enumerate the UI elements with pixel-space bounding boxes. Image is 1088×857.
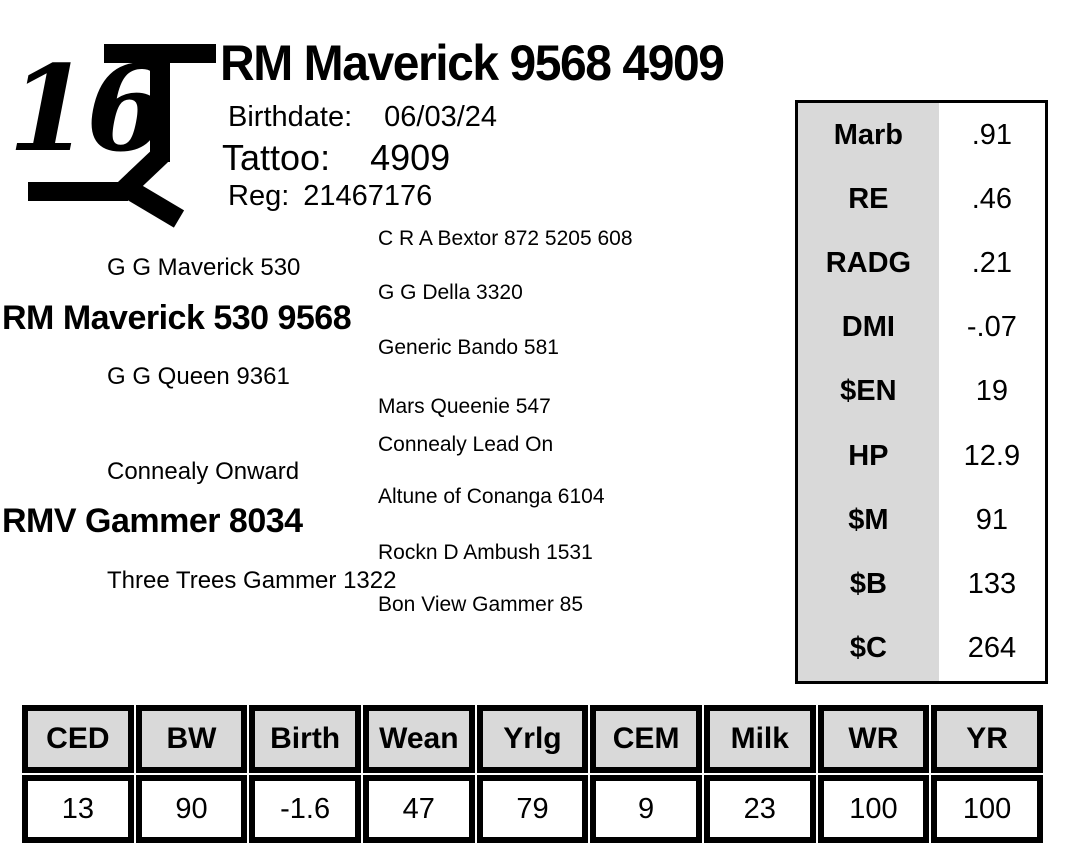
perf-col-header: Birth: [249, 705, 361, 773]
epd-label: RADG: [798, 231, 939, 295]
animal-name-title: RM Maverick 9568 4909: [220, 35, 724, 91]
perf-col-header: CEM: [590, 705, 702, 773]
epd-value: 264: [939, 617, 1045, 681]
epd-label: $C: [798, 617, 939, 681]
perf-col-header: Yrlg: [477, 705, 589, 773]
epd-value: -.07: [939, 296, 1045, 360]
perf-value: 100: [818, 775, 930, 843]
pedigree-sire-grandsire-dam: G G Della 3320: [378, 281, 523, 304]
pedigree-dam-dam: Three Trees Gammer 1322: [107, 567, 397, 594]
reg-label: Reg:: [228, 180, 290, 212]
birthdate-value: 06/03/24: [384, 101, 498, 133]
birthdate-label: Birthdate:: [228, 101, 353, 133]
epd-value: 91: [939, 488, 1045, 552]
epd-row: [798, 103, 1045, 167]
perf-col-header: YR: [931, 705, 1043, 773]
perf-value: 100: [931, 775, 1043, 843]
performance-table: [20, 703, 1045, 845]
epd-row: [798, 296, 1045, 360]
perf-value: 23: [704, 775, 816, 843]
pedigree-sire-dam: G G Queen 9361: [107, 363, 290, 390]
tattoo-line: [222, 137, 450, 179]
pedigree-sire-granddam-dam: Mars Queenie 547: [378, 395, 551, 418]
perf-value: 47: [363, 775, 475, 843]
pedigree-sire: RM Maverick 530 9568: [2, 299, 352, 337]
performance-header-row: [22, 705, 1043, 773]
pedigree-sire-granddam-sire: Generic Bando 581: [378, 336, 559, 359]
pedigree-dam-sire: Connealy Onward: [107, 458, 300, 485]
pedigree-dam-grandsire-sire: Connealy Lead On: [378, 433, 554, 456]
pedigree-dam-granddam-sire: Rockn D Ambush 1531: [378, 541, 593, 564]
epd-label: $EN: [798, 360, 939, 424]
epd-value: 19: [939, 360, 1045, 424]
epd-row: [798, 424, 1045, 488]
performance-value-row: [22, 775, 1043, 843]
epd-value: .46: [939, 167, 1045, 231]
lot-number: 16: [8, 39, 165, 178]
tattoo-value: 4909: [370, 137, 451, 178]
epd-label: $B: [798, 553, 939, 617]
pedigree-sire-grandsire-sire: C R A Bextor 872 5205 608: [378, 227, 633, 250]
perf-value: 79: [477, 775, 589, 843]
epd-row: [798, 231, 1045, 295]
perf-col-header: Milk: [704, 705, 816, 773]
epd-value: 12.9: [939, 424, 1045, 488]
epd-label: DMI: [798, 296, 939, 360]
epd-row: [798, 553, 1045, 617]
epd-row: [798, 360, 1045, 424]
perf-value: -1.6: [249, 775, 361, 843]
birthdate-line: [228, 101, 497, 134]
reg-value: 21467176: [303, 180, 433, 212]
perf-value: 13: [22, 775, 134, 843]
epd-label: RE: [798, 167, 939, 231]
epd-label: $M: [798, 488, 939, 552]
perf-col-header: Wean: [363, 705, 475, 773]
epd-row: [798, 617, 1045, 681]
pedigree-dam-granddam-dam: Bon View Gammer 85: [378, 593, 584, 616]
perf-value: 9: [590, 775, 702, 843]
epd-row: [798, 488, 1045, 552]
epd-value: .21: [939, 231, 1045, 295]
perf-col-header: CED: [22, 705, 134, 773]
tattoo-label: Tattoo:: [222, 137, 331, 178]
perf-col-header: WR: [818, 705, 930, 773]
pedigree-sire-sire: G G Maverick 530: [107, 254, 301, 281]
epd-label: HP: [798, 424, 939, 488]
epd-row: [798, 167, 1045, 231]
perf-col-header: BW: [136, 705, 248, 773]
perf-value: 90: [136, 775, 248, 843]
epd-label: Marb: [798, 103, 939, 167]
pedigree-dam: RMV Gammer 8034: [2, 502, 303, 540]
pedigree-dam-grandsire-dam: Altune of Conanga 6104: [378, 485, 605, 508]
epd-value: .91: [939, 103, 1045, 167]
reg-line: [228, 180, 432, 213]
epd-side-table: [795, 100, 1048, 684]
epd-value: 133: [939, 553, 1045, 617]
